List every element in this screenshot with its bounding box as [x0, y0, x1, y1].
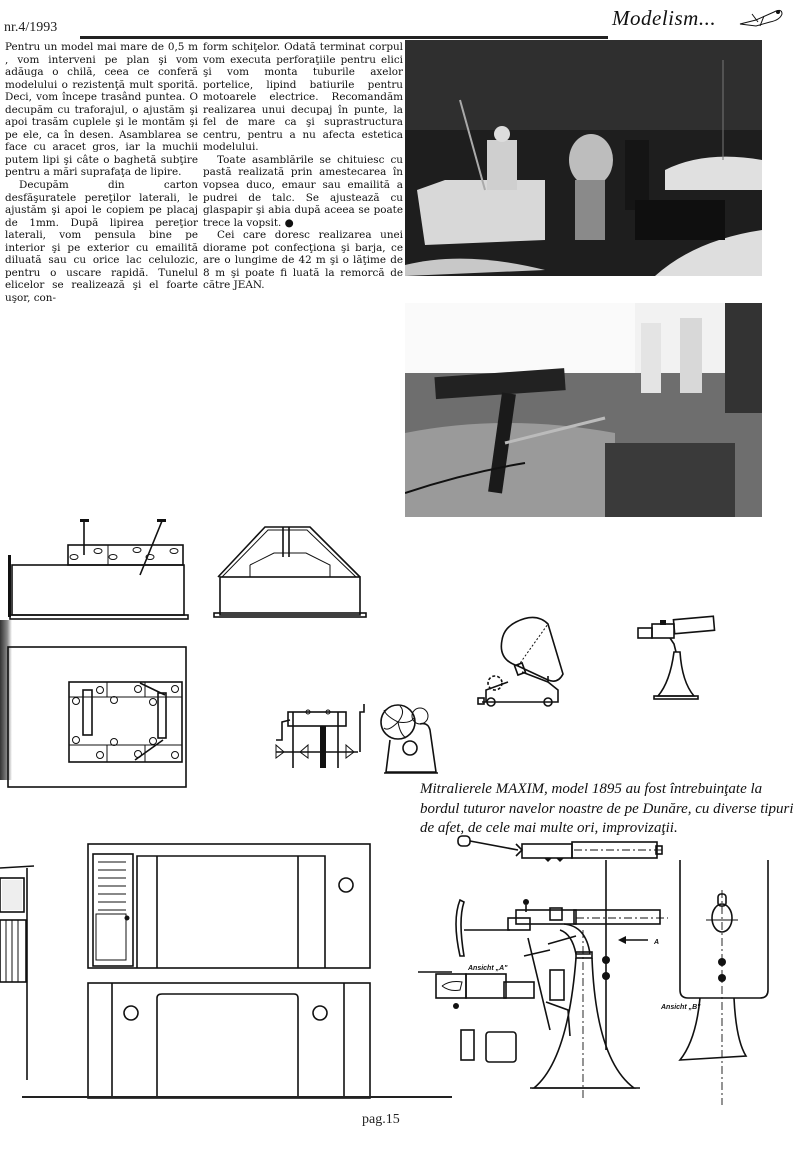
front-elevation-drawing	[210, 515, 370, 625]
photo-crew-on-boat	[405, 40, 762, 276]
figure-caption: Mitralierele MAXIM, model 1895 au fost întrebuinţate la bordul tuturor navelor noastre de pe Dunăre, cu diverse tipuri de afet, de cele mai multe ori, improvizaţii.	[420, 781, 794, 836]
header-rule	[80, 36, 608, 39]
maxim-gun-pedestal-drawing	[400, 860, 670, 1122]
view-b-label: Ansicht „B"	[661, 1004, 701, 1011]
page-number: pag.15	[362, 1112, 400, 1127]
view-b-drawing	[676, 860, 776, 1105]
maxim-gun-side-view-drawing	[456, 832, 676, 862]
side-elevation-drawing	[0, 515, 200, 625]
cannon-drawing	[478, 612, 568, 707]
paragraph: Toate asamblările se chituiesc cu pastă realizată prin amestecarea în vopsea duco, emaur sau emailită a pudrei de talc. Se ajustează cu glaspapir şi abia după aceea se poate trece la vopsit. ●	[203, 153, 403, 229]
arrow-a-label: A	[654, 939, 660, 946]
article-column-1	[5, 41, 198, 304]
deckhouse-wall-panels-drawing	[0, 840, 380, 1100]
mounted-gun-small-drawing	[634, 612, 714, 702]
airplane-logo-icon	[736, 6, 786, 30]
paragraph: Cei care doresc realizarea unei diorame pot confecţiona şi barja, ce are o lungime de 42 m şi o lăţime de 8 m şi poate fi luată la remorcă de către JEAN.	[203, 229, 403, 292]
paragraph: form schiţelor. Odată terminat corpul vom executa perforaţiile pentru elici şi vom monta tuburile axelor portelice, lipind batiurile pentru motoarele electrice. Recomandăm realizarea unui decupaj în punte, la fel de mare ca şi suprastructura centru, pentru a nu afecta estetica modelului.	[203, 41, 403, 154]
magazine-logo: Modelism...	[612, 6, 717, 30]
photo-maxim-gun-on-deck	[405, 303, 762, 517]
issue-number: nr.4/1993	[4, 20, 58, 35]
footer-rule	[22, 1096, 452, 1098]
paragraph: Decupăm din carton desfăşuratele pereţilor laterali, le ajustăm şi apoi le copiem pe placaj de 1mm. După lipirea pereţior laterali, vom pensula bine pe interior şi pe exterior cu emailită diluată sau cu orice lac celulozic, pentru o uscare rapidă. Tunelul elicelor se realizează şi el foarte uşor, con-	[5, 179, 198, 304]
flywheel-drawing	[378, 702, 448, 777]
article-column-2	[203, 41, 403, 292]
paragraph: Pentru un model mai mare de 0,5 m , vom interveni pe plan şi vom adăuga o chilă, ceea ce conferă modelului o rezistenţă mult sporită. Deci, vom începe trasând puntea. O decupăm cu traforajul, o ajustăm şi apoi trasăm cuplele şi le montăm şi pe ele, ca în desen. Asamblarea se face cu aracet gros, iar la muchii putem lipi şi câte o baghetă subţire pentru a mări suprafaţa de lipire.	[5, 41, 198, 179]
winch-drawing	[268, 700, 368, 775]
plan-view-drawing	[0, 645, 195, 790]
view-a-label: Ansicht „A"	[468, 965, 508, 972]
